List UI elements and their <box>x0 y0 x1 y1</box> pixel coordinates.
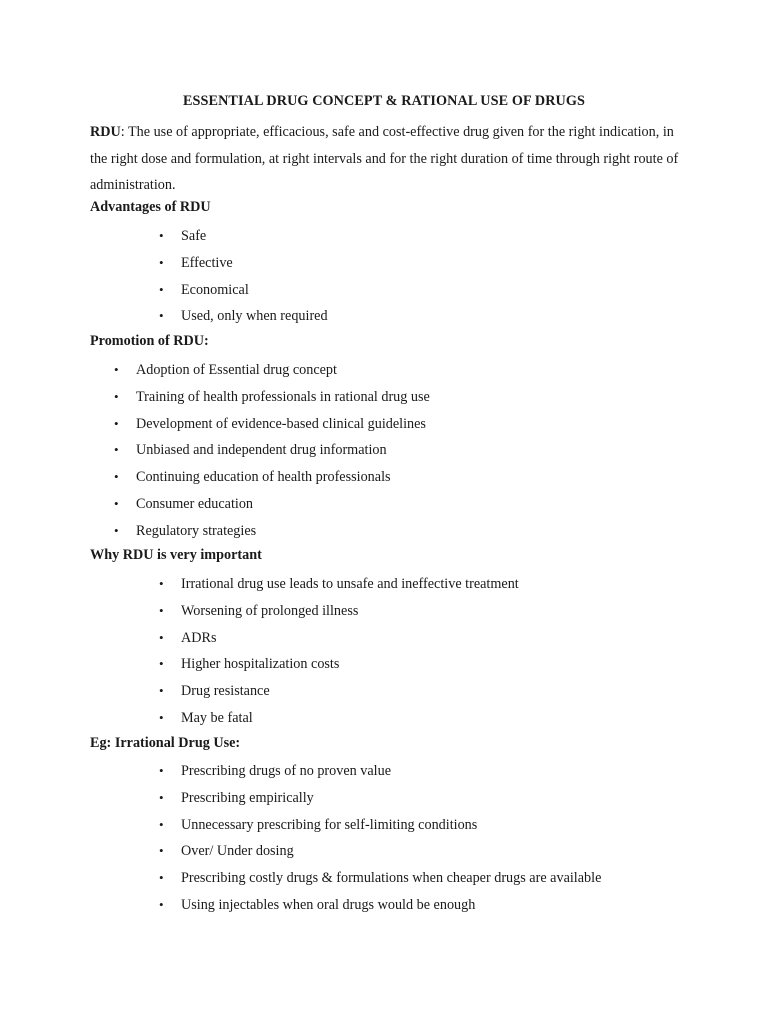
rdu-definition-text: : The use of appropriate, efficacious, safe and cost-effective drug given for the right indication, in the right dose and formulation, at right intervals and for the right duration of time through right route of administration. <box>90 124 679 194</box>
bullet-icon: • <box>114 415 119 431</box>
bullet-icon: • <box>159 576 164 591</box>
bullet-icon: • <box>159 683 164 699</box>
list-item: • Unnecessary prescribing for self-limiting conditions <box>181 812 601 839</box>
bullet-icon: • <box>159 896 164 912</box>
bullet-icon: • <box>114 362 119 377</box>
document-title: ESSENTIAL DRUG CONCEPT & RATIONAL USE OF DRUGS <box>182 93 586 109</box>
list-item: • Used, only when required <box>181 303 328 330</box>
list-item: • Worsening of prolonged illness <box>181 598 519 625</box>
list-item: • Prescribing drugs of no proven value <box>181 758 601 785</box>
why-important-list <box>159 571 519 732</box>
list-item: • ADRs <box>181 625 519 652</box>
bullet-icon: • <box>159 228 164 243</box>
list-item: • Continuing education of health professionals <box>136 464 430 491</box>
bullet-icon: • <box>114 388 119 404</box>
bullet-icon: • <box>114 495 119 511</box>
list-item: • Prescribing costly drugs & formulations when cheaper drugs are available <box>181 865 601 892</box>
bullet-icon: • <box>114 522 119 538</box>
bullet-icon: • <box>159 602 164 618</box>
bullet-icon: • <box>159 843 164 859</box>
bullet-icon: • <box>159 656 164 672</box>
section-heading-irrational-use: Eg: Irrational Drug Use: <box>90 735 241 751</box>
list-item: • Regulatory strategies <box>136 518 430 545</box>
promotion-list <box>114 357 430 545</box>
bullet-icon: • <box>159 281 164 297</box>
list-item: • Development of evidence-based clinical guidelines <box>136 411 430 438</box>
list-item: • Drug resistance <box>181 678 519 705</box>
list-item: • Safe <box>181 223 328 250</box>
bullet-icon: • <box>159 816 164 832</box>
section-heading-advantages: Advantages of RDU <box>90 199 211 215</box>
list-item: • Adoption of Essential drug concept <box>136 357 430 384</box>
rdu-term: RDU <box>90 124 121 140</box>
section-heading-why-important: Why RDU is very important <box>90 547 262 563</box>
irrational-use-list <box>159 758 602 919</box>
bullet-icon: • <box>159 870 164 886</box>
list-item: • Effective <box>181 250 328 277</box>
bullet-icon: • <box>159 789 164 805</box>
bullet-icon: • <box>114 442 119 458</box>
list-item: • Higher hospitalization costs <box>181 651 519 678</box>
rdu-definition-paragraph <box>90 119 690 199</box>
section-heading-promotion: Promotion of RDU: <box>90 333 209 349</box>
bullet-icon: • <box>159 629 164 645</box>
list-item: • Training of health professionals in rational drug use <box>136 384 430 411</box>
bullet-icon: • <box>159 254 164 270</box>
bullet-icon: • <box>159 763 164 778</box>
list-item: • Consumer education <box>136 491 430 518</box>
bullet-icon: • <box>159 709 164 725</box>
list-item: • Over/ Under dosing <box>181 838 601 865</box>
list-item: • Using injectables when oral drugs would be enough <box>181 892 601 919</box>
advantages-list <box>159 223 328 330</box>
list-item: • Unbiased and independent drug information <box>136 437 430 464</box>
list-item: • Economical <box>181 277 328 304</box>
list-item: • May be fatal <box>181 705 519 732</box>
bullet-icon: • <box>159 308 164 324</box>
list-item: • Irrational drug use leads to unsafe and ineffective treatment <box>181 571 519 598</box>
list-item: • Prescribing empirically <box>181 785 601 812</box>
bullet-icon: • <box>114 469 119 485</box>
